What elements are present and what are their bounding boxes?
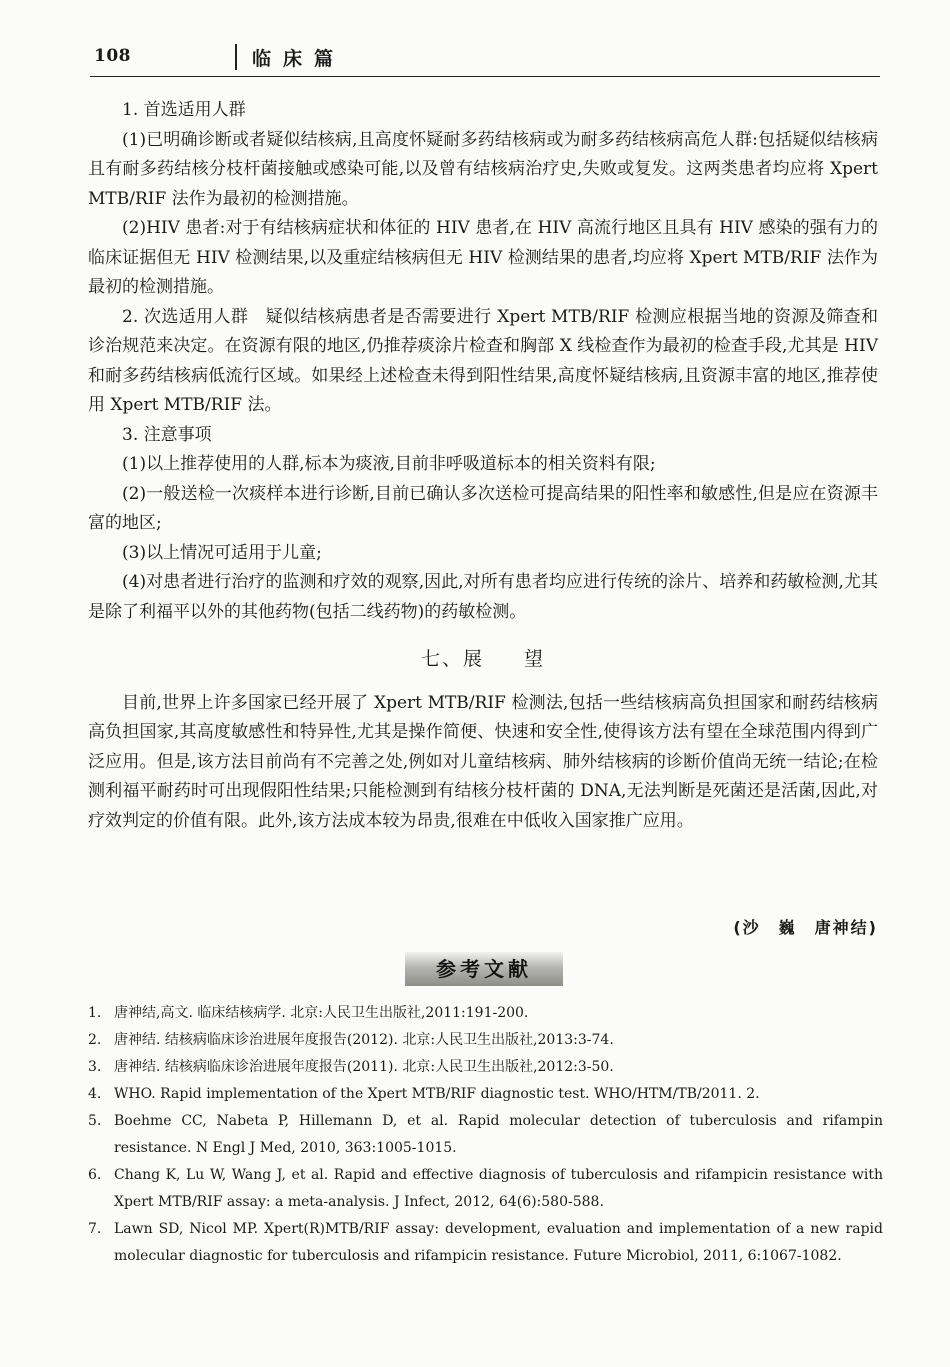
section-name: 临床篇	[252, 48, 346, 70]
note-item-4: (4)对患者进行治疗的监测和疗效的观察,因此,对所有患者均应进行传统的涂片、培养和药敏检测,尤其是除了利福平以外的其他药物(包括二线药物)的药敏检测。	[88, 572, 878, 622]
paragraph-secondary-population: 2. 次选适用人群 疑似结核病患者是否需要进行 Xpert MTB/RIF 检测应根据当地的资源及筛查和诊治规范来决定。在资源有限的地区,仍推荐痰涂片检查和胸部 X 线检查作为最初的检查手段,尤其是 HIV 和耐多药结核病低流行区域。如果经上述检查未得到阳性结果,高度怀疑结核病,且资源丰富的地区,推荐使用 Xpert MTB/RIF 法。	[88, 306, 878, 415]
reference-number: 5.	[88, 1113, 102, 1129]
reference-text: 唐神结. 结核病临床诊治进展年度报告(2011). 北京:人民卫生出版社,2012:3-50.	[114, 1059, 614, 1075]
reference-item	[88, 1054, 883, 1081]
reference-item	[88, 1000, 883, 1027]
references-heading-banner	[405, 952, 563, 986]
reference-text: 唐神结. 结核病临床诊治进展年度报告(2012). 北京:人民卫生出版社,2013:3-74.	[114, 1032, 614, 1048]
reference-number: 2.	[88, 1032, 102, 1048]
reference-item	[88, 1027, 883, 1054]
author-attribution: (沙 巍 唐神结)	[733, 918, 878, 937]
reference-item	[88, 1081, 883, 1108]
heading-preferred-population: 1. 首选适用人群	[122, 100, 246, 120]
reference-text: Lawn SD, Nicol MP. Xpert(R)MTB/RIF assay: development, evaluation and implementation of a new rapid molecular diagnostic for tuberculosis and rifampicin resistance. Future Microbiol, 2011, 6:1067-1082.	[114, 1221, 883, 1264]
chapter-title-part2: 望	[524, 648, 546, 670]
reference-text: WHO. Rapid implementation of the Xpert MTB/RIF diagnostic test. WHO/HTM/TB/2011. 2.	[114, 1086, 760, 1102]
reference-text: Chang K, Lu W, Wang J, et al. Rapid and effective diagnosis of tuberculosis and rifampicin resistance with Xpert MTB/RIF assay: a meta-analysis. J Infect, 2012, 64(6):580-588.	[114, 1167, 883, 1210]
main-content	[88, 96, 878, 836]
reference-number: 1.	[88, 1005, 102, 1021]
note-item-1: (1)以上推荐使用的人群,标本为痰液,目前非呼吸道标本的相关资料有限;	[122, 454, 656, 474]
references-list	[88, 1000, 883, 1270]
paragraph-hiv: (2)HIV 患者:对于有结核病症状和体征的 HIV 患者,在 HIV 高流行地区且具有 HIV 感染的强有力的临床证据但无 HIV 检测结果,以及重症结核病但无 HIV 检测结果的患者,均应将 Xpert MTB/RIF 法作为最初的检测措施。	[88, 218, 878, 297]
reference-text: Boehme CC, Nabeta P, Hillemann D, et al. Rapid molecular detection of tuberculosis and rifampin resistance. N Engl J Med, 2010, 363:1005-1015.	[114, 1113, 883, 1156]
reference-item	[88, 1108, 883, 1162]
reference-number: 7.	[88, 1221, 102, 1237]
reference-text: 唐神结,高文. 临床结核病学. 北京:人民卫生出版社,2011:191-200.	[114, 1005, 529, 1021]
note-item-2: (2)一般送检一次痰样本进行诊断,目前已确认多次送检可提高结果的阳性率和敏感性,但是应在资源丰富的地区;	[88, 483, 878, 533]
reference-number: 3.	[88, 1059, 102, 1075]
reference-item	[88, 1216, 883, 1270]
heading-notes: 3. 注意事项	[122, 424, 212, 445]
reference-number: 6.	[88, 1167, 102, 1183]
header-divider	[235, 44, 237, 70]
page-number: 108	[94, 46, 131, 66]
chapter-title-part1: 七、展	[420, 648, 484, 670]
reference-number: 4.	[88, 1086, 102, 1102]
page-header	[90, 40, 880, 77]
outlook-paragraph: 目前,世界上许多国家已经开展了 Xpert MTB/RIF 检测法,包括一些结核病高负担国家和耐药结核病高负担国家,其高度敏感性和特异性,尤其是操作简便、快速和安全性,使得该方法有望在全球范围内得到广泛应用。但是,该方法目前尚有不完善之处,例如对儿童结核病、肺外结核病的诊断价值尚无统一结论;在检测利福平耐药时可出现假阳性结果;只能检测到有结核分枝杆菌的 DNA,无法判断是死菌还是活菌,因此,对疗效判定的价值有限。此外,该方法成本较为昂贵,很难在中低收入国家推广应用。	[88, 692, 878, 831]
paragraph-mdr-tb: (1)已明确诊断或者疑似结核病,且高度怀疑耐多药结核病或为耐多药结核病高危人群:包括疑似结核病且有耐多药结核分枝杆菌接触或感染可能,以及曾有结核病治疗史,失败或复发。这两类患者均应将 Xpert MTB/RIF 法作为最初的检测措施。	[88, 129, 878, 209]
note-item-3: (3)以上情况可适用于儿童;	[122, 542, 322, 563]
chapter-title	[88, 645, 878, 675]
reference-item	[88, 1162, 883, 1216]
references-heading: 参考文献	[436, 957, 532, 981]
